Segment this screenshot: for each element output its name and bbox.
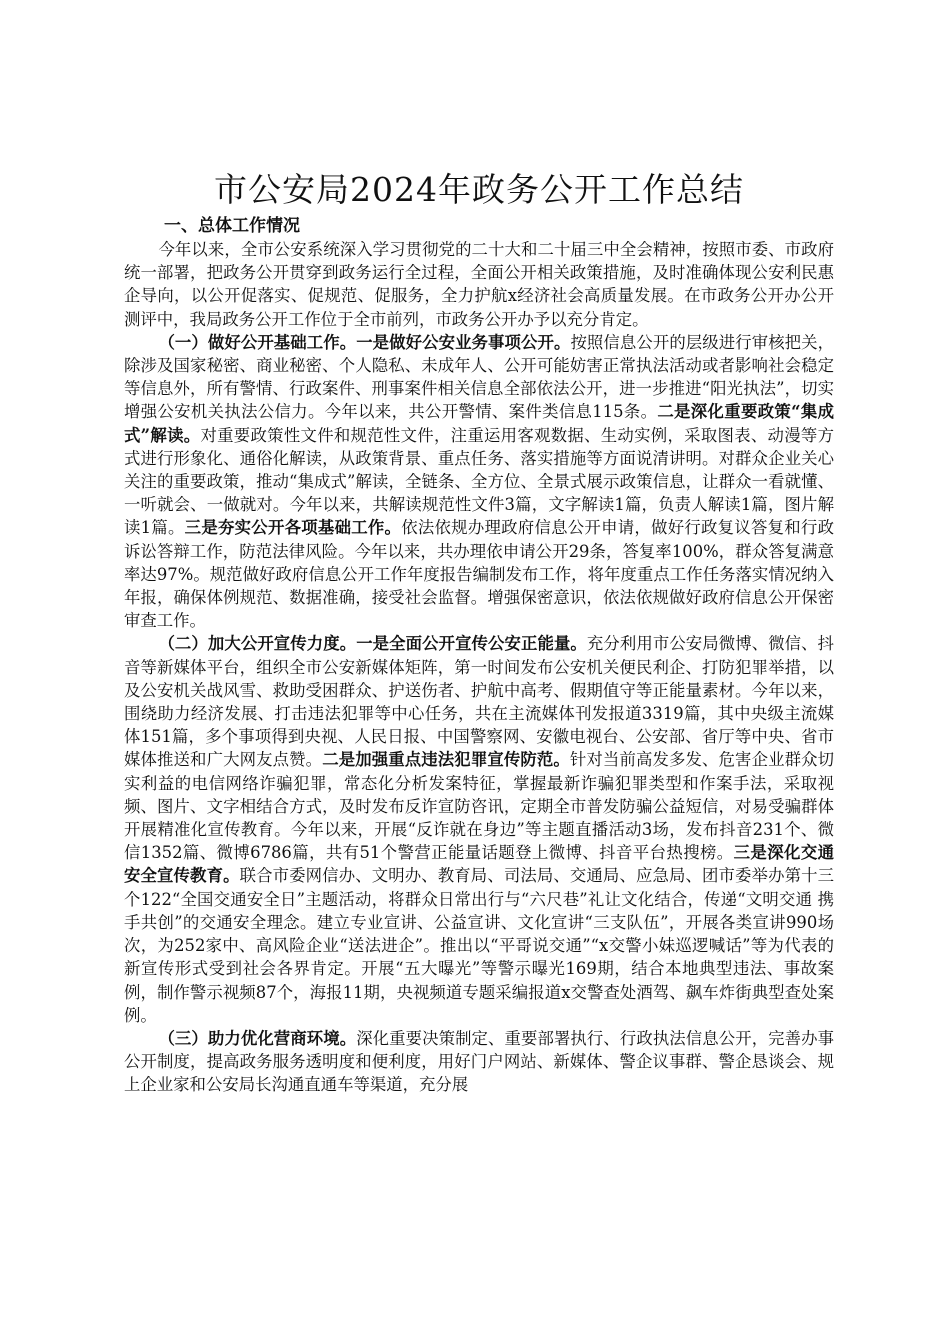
intro-paragraph: 今年以来，全市公安系统深入学习贯彻党的二十大和二十届三中全会精神，按照市委、市政府统一部署，把政务公开贯穿到政务运行全过程，全面公开相关政策措施，及时准确体现公安利民惠企导向，以公开促落实、促规范、促服务，全力护航x经济社会高质量发展。在市政务公开办公开测评中，我局政务公开工作位于全市前列，市政务公开办予以充分肯定。 [124, 240, 834, 329]
part-3-heading: （三）助力优化营商环境。 [158, 1028, 357, 1048]
part-2-heading: （二）加大公开宣传力度。 [158, 634, 357, 654]
document-title: 市公安局2024年政务公开工作总结 [214, 170, 744, 209]
part-2-sub-1-text: 充分利用市公安局微博、微信、抖音等新媒体平台，组织全市公安新媒体矩阵，第一时间发布公安机关便民利企、打防犯罪举措，以及公安机关战风雪、救助受困群众、护送伤者、护航中高考、假期值守等正能量素材。今年以来，围绕助力经济发展、打击违法犯罪等中心任务，共在主流媒体刊发报道3319篇，其中央级主流媒体151篇，多个事项得到央视、人民日报、中国警察网、安徽电视台、公安部、省厅等中央、省市媒体推送和广大网友点赞。 [124, 634, 835, 770]
section-heading-overview: 一、总体工作情况 [164, 216, 300, 236]
part-1-sub-1-title: 一是做好公安业务事项公开。 [356, 332, 571, 352]
part-2-sub-3-text: 联合市委网信办、文明办、教育局、司法局、交通局、应急局、团市委举办第十三个122“全国交通安全日”主题活动，将群众日常出行与“六尺巷”礼让文化结合，传递“文明交通 携手共创”的交通安全理念。建立专业宣讲、公益宣讲、文化宣讲“三支队伍”，开展各类宣讲990场次，为252家中、高风险企业“送法进企”。推出以“平哥说交通”“x交警小妹巡逻喊话”等为代表的新宣传形式受到社会各界肯定。开展“五大曝光”等警示曝光169期，结合本地典型违法、事故案例，制作警示视频87个，海报11期，央视频道专题采编报道x交警查处酒驾、飙车炸街典型查处案例。 [124, 866, 835, 1025]
paragraph-part-2 [124, 632, 834, 1026]
part-1-sub-3-title: 三是夯实公开各项基础工作。 [184, 518, 402, 538]
part-1-sub-2-text: 对重要政策性文件和规范性文件，注重运用客观数据、生动实例，采取图表、动漫等方式进行形象化、通俗化解读，从政策背景、重点任务、落实措施等方面说清讲明。对群众企业关心关注的重要政策，推动“集成式”解读，全链条、全方位、全景式展示政策信息，让群众一看就懂、一听就会、一做就对。今年以来，共解读规范性文件3篇，文字解读1篇，负责人解读1篇，图片解读1篇。 [124, 425, 834, 538]
part-2-sub-2-title: 二是加强重点违法犯罪宣传防范。 [322, 750, 570, 770]
part-2-sub-2-text: 针对当前高发多发、危害企业群众切实利益的电信网络诈骗犯罪，常态化分析发案特征，掌握最新诈骗犯罪类型和作案手法，采取视频、图片、文字相结合方式，及时发布反诈宣防咨讯，定期全市普发防骗公益短信，对易受骗群体开展精准化宣传教育。今年以来，开展“反诈就在身边”等主题直播活动3场，发布抖音231个、微信1352篇、微博6786篇，共有51个警营正能量话题登上微博、抖音平台热搜榜。 [124, 750, 835, 863]
part-1-heading: （一）做好公开基础工作。 [158, 332, 357, 352]
part-3-text: 深化重要决策制定、重要部署执行、行政执法信息公开，完善办事公开制度，提高政务服务透明度和便利度，用好门户网站、新媒体、警企议事群、警企恳谈会、规上企业家和公安局长沟通直通车等渠道，充分展 [124, 1028, 835, 1095]
part-2-sub-1-title: 一是全面公开宣传公安正能量。 [356, 634, 587, 654]
part-2-sub-3-title: 三是深化交通安全宣传教育。 [124, 843, 835, 886]
document-page [124, 168, 834, 1097]
part-1-sub-2-title: 二是深化重要政策“集成式”解读。 [124, 402, 834, 445]
part-1-sub-3-text: 依法依规办理政府信息公开申请，做好行政复议答复和行政诉讼答辩工作，防范法律风险。今年以来，共办理依申请公开29条，答复率100%，群众答复满意率达97%。规范做好政府信息公开工作年度报告编制发布工作，将年度重点工作任务落实情况纳入年报，确保体例规范、数据准确，接受社会监督。增强保密意识，依法依规做好政府信息公开保密审查工作。 [124, 518, 834, 631]
paragraph-part-1 [124, 331, 834, 633]
part-1-sub-1-text: 按照信息公开的层级进行审核把关，除涉及国家秘密、商业秘密、个人隐私、未成年人、公开可能妨害正常执法活动或者影响社会稳定等信息外，所有警情、行政案件、刑事案件相关信息全部依法公开，进一步推进“阳光执法”，切实增强公安机关执法公信力。今年以来，共公开警情、案件类信息115条。 [124, 332, 835, 422]
paragraph-part-3 [124, 1027, 834, 1097]
